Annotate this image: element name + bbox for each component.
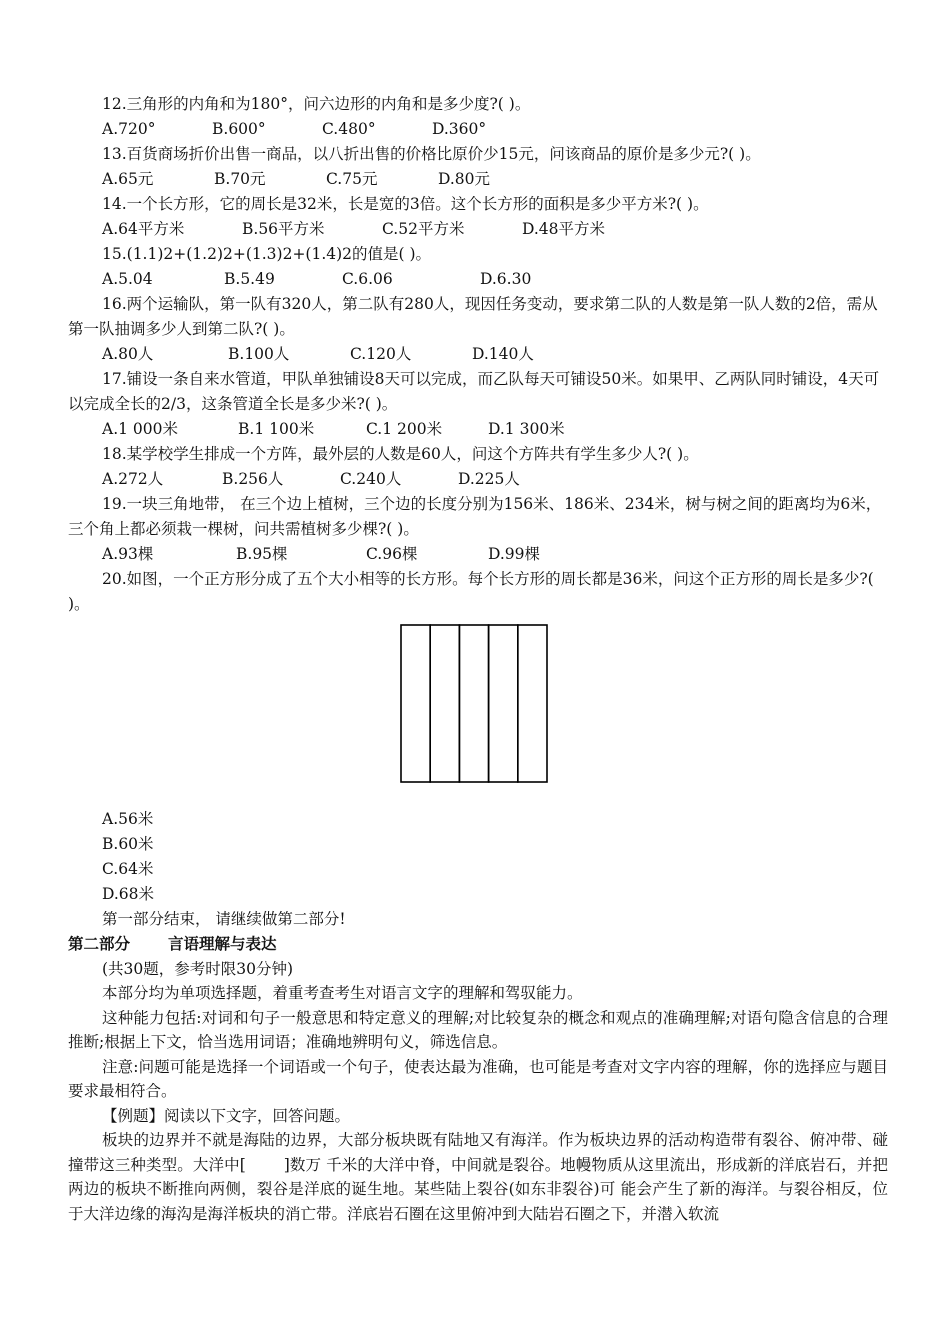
option-a: A.272人: [102, 470, 164, 488]
section-intro: 本部分均为单项选择题，着重考查考生对语言文字的理解和驾驭能力。: [102, 984, 583, 1002]
option-b: B.5.49: [224, 270, 275, 288]
option-b: B.70元: [214, 170, 266, 188]
option-d: D.99棵: [488, 545, 541, 563]
example-label: 【例题】阅读以下文字，回答问题。: [102, 1106, 351, 1125]
option-a: A.93棵: [102, 545, 154, 563]
option-d: D.140人: [472, 345, 534, 363]
option-b: B.1 100米: [238, 420, 315, 438]
option-c: C.1 200米: [366, 420, 443, 438]
question-18-options: [68, 467, 888, 492]
option-d: D.225人: [458, 470, 520, 488]
option-d: D.68米: [102, 885, 155, 903]
section-name: 言语理解与表达: [168, 934, 277, 953]
option-b: B.60米: [102, 835, 154, 853]
option-a: A.65元: [102, 170, 154, 188]
option-d: D.80元: [438, 170, 491, 188]
option-c: C.52平方米: [382, 220, 465, 238]
question-14-options: [68, 217, 888, 242]
question-20-figure: [68, 624, 888, 806]
square-divided-figure: [400, 624, 550, 784]
option-c: C.240人: [340, 470, 402, 488]
option-b: B.95棵: [236, 545, 288, 563]
option-a: A.720°: [102, 120, 156, 138]
document-page: [68, 92, 888, 1226]
option-d: D.1 300米: [488, 420, 565, 438]
option-c: C.6.06: [342, 270, 393, 288]
option-b: B.600°: [212, 120, 266, 138]
part1-end-note: 第一部分结束， 请继续做第二部分!: [102, 910, 346, 928]
question-20-text: 20.如图，一个正方形分成了五个大小相等的长方形。每个长方形的周长都是36米，问这个正方形的周长是多少?( )。: [68, 570, 874, 613]
figure-rectangle: [401, 625, 430, 782]
section-abilities: 这种能力包括:对词和句子一般意思和特定意义的理解;对比较复杂的概念和观点的准确理解;对语句隐含信息的合理推断;根据上下文，恰当选用词语；准确地辨明句义，筛选信息。: [68, 1008, 888, 1051]
option-c: C.120人: [350, 345, 412, 363]
question-19-options: [68, 542, 888, 567]
question-12-options: [68, 117, 888, 142]
section-note: 注意:问题可能是选择一个词语或一个句子，使表达最为准确，也可能是考查对文字内容的理解，你的选择应与题目要求最相符合。: [68, 1057, 888, 1100]
question-13-text: 13.百货商场折价出售一商品，以八折出售的价格比原价少15元，问该商品的原价是多少元?( )。: [102, 145, 761, 163]
question-16-options: [68, 342, 888, 367]
option-a: A.56米: [102, 810, 154, 828]
question-17-text: 17.铺设一条自来水管道，甲队单独铺设8天可以完成，而乙队每天可铺设50米。如果甲、乙两队同时铺设，4天可以完成全长的2/3，这条管道全长是多少米?( )。: [68, 370, 880, 413]
option-d: D.48平方米: [522, 220, 606, 238]
section-heading: [68, 932, 888, 957]
option-c: C.75元: [326, 170, 378, 188]
option-b: B.100人: [228, 345, 290, 363]
question-17-options: [68, 417, 888, 442]
option-b: B.256人: [222, 470, 284, 488]
option-d: D.360°: [432, 120, 487, 138]
figure-rectangle: [430, 625, 459, 782]
option-a: A.1 000米: [102, 420, 178, 438]
question-14-text: 14.一个长方形，它的周长是32米，长是宽的3倍。这个长方形的面积是多少平方米?( )。: [102, 195, 709, 213]
question-15-text: 15.(1.1)2+(1.2)2+(1.3)2+(1.4)2的值是( )。: [102, 245, 432, 263]
figure-rectangle: [459, 625, 488, 782]
option-a: A.64平方米: [102, 220, 185, 238]
figure-rectangle: [489, 625, 518, 782]
passage-part-a: 板块的边界并不就是海陆的边界，大部分板块既有陆地又有海洋。作为板块边界的活动构造带有裂谷、俯冲带、碰撞带这三种类型。大洋中[: [68, 1131, 888, 1174]
question-18-text: 18.某学校学生排成一个方阵，最外层的人数是60人，问这个方阵共有学生多少人?( )。: [102, 445, 699, 463]
question-12-text: 12.三角形的内角和为180°，问六边形的内角和是多少度?( )。: [102, 95, 531, 113]
section-label: 第二部分: [68, 934, 131, 953]
option-c: C.480°: [322, 120, 376, 138]
passage-part-b: ]数万 千米的大洋中脊，中间就是裂谷。地幔物质从这里流出，形成新的洋底岩石，并把两边的板块不断推向两侧，裂谷是洋底的诞生地。某些陆上裂谷(如东非裂谷)可 能会产生了新的海洋。与裂谷相反，位于大洋边缘的海沟是海洋板块的消亡带。洋底岩石圈在这里俯冲到大陆岩石圈之下，并潜入软流: [68, 1155, 888, 1223]
option-c: C.64米: [102, 860, 154, 878]
section-info: (共30题，参考时限30分钟): [102, 959, 294, 978]
option-d: D.6.30: [480, 270, 532, 288]
option-c: C.96棵: [366, 545, 418, 563]
figure-rectangle: [518, 625, 547, 782]
question-13-options: [68, 167, 888, 192]
question-15-options: [68, 267, 888, 292]
question-16-text: 16.两个运输队，第一队有320人，第二队有280人，现因任务变动，要求第二队的人数是第一队人数的2倍，需从第一队抽调多少人到第二队?( )。: [68, 295, 878, 338]
option-a: A.80人: [102, 345, 154, 363]
option-a: A.5.04: [102, 270, 153, 288]
option-b: B.56平方米: [242, 220, 325, 238]
example-passage: [68, 1128, 888, 1226]
question-19-text: 19.一块三角地带， 在三个边上植树，三个边的长度分别为156米、186米、234米，树与树之间的距离均为6米，三个角上都必须栽一棵树，问共需植树多少棵?( )。: [68, 495, 882, 538]
